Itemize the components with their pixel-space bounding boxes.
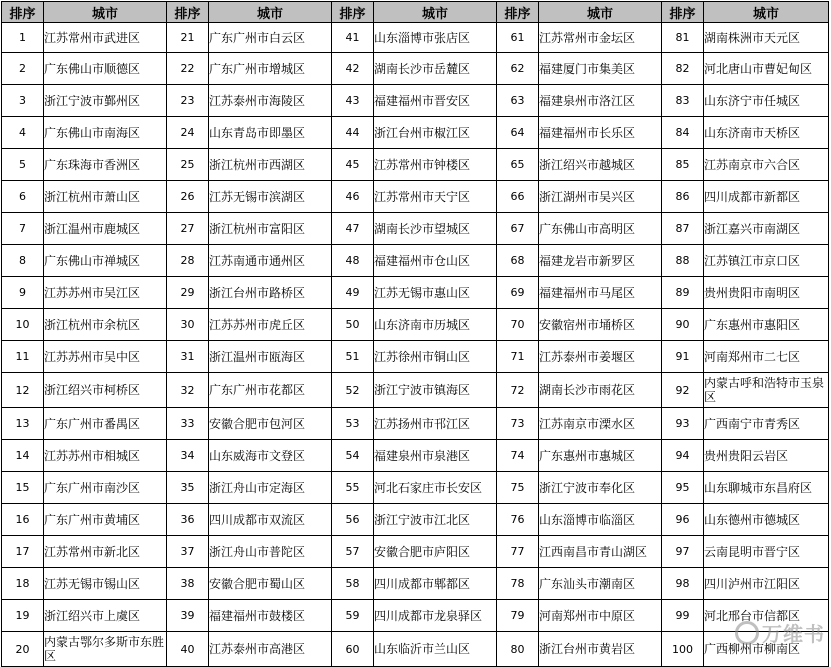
city-cell: 湖南长沙市岳麓区	[374, 53, 497, 85]
city-cell: 四川成都市双流区	[209, 504, 332, 536]
rank-cell: 20	[2, 632, 44, 667]
rank-cell: 73	[497, 408, 539, 440]
city-cell: 浙江台州市黄岩区	[539, 632, 662, 667]
city-cell: 广东广州市南沙区	[44, 472, 167, 504]
rank-cell: 74	[497, 440, 539, 472]
city-cell: 浙江宁波市镇海区	[374, 373, 497, 408]
city-cell: 广东广州市黄埔区	[44, 504, 167, 536]
rank-cell: 37	[167, 536, 209, 568]
rank-cell: 31	[167, 341, 209, 373]
rank-cell: 65	[497, 149, 539, 181]
table-row	[2, 309, 829, 341]
rank-cell: 67	[497, 213, 539, 245]
city-cell: 广西柳州市柳南区	[704, 632, 829, 667]
rank-cell: 88	[662, 245, 704, 277]
rank-cell: 60	[332, 632, 374, 667]
city-cell: 江苏南通市通州区	[209, 245, 332, 277]
rank-cell: 76	[497, 504, 539, 536]
table-row	[2, 568, 829, 600]
rank-cell: 82	[662, 53, 704, 85]
watermark	[735, 618, 825, 647]
city-cell: 山东德州市德城区	[704, 504, 829, 536]
rank-cell: 45	[332, 149, 374, 181]
rank-cell: 10	[2, 309, 44, 341]
city-cell: 四川成都市郫都区	[374, 568, 497, 600]
rank-cell: 98	[662, 568, 704, 600]
city-cell: 四川泸州市江阳区	[704, 568, 829, 600]
rank-cell: 50	[332, 309, 374, 341]
city-cell: 江苏泰州市高港区	[209, 632, 332, 667]
city-cell: 江苏泰州市海陵区	[209, 85, 332, 117]
rank-cell: 44	[332, 117, 374, 149]
rank-cell: 47	[332, 213, 374, 245]
table-row	[2, 341, 829, 373]
table-row	[2, 408, 829, 440]
rank-cell: 3	[2, 85, 44, 117]
city-cell: 浙江绍兴市柯桥区	[44, 373, 167, 408]
table-row	[2, 373, 829, 408]
rank-cell: 38	[167, 568, 209, 600]
city-header: 城市	[44, 2, 167, 23]
city-cell: 四川成都市新都区	[704, 181, 829, 213]
rank-cell: 46	[332, 181, 374, 213]
rank-cell: 55	[332, 472, 374, 504]
table-row	[2, 536, 829, 568]
city-cell: 浙江舟山市定海区	[209, 472, 332, 504]
rank-cell: 22	[167, 53, 209, 85]
city-cell: 贵州贵阳云岩区	[704, 440, 829, 472]
rank-cell: 59	[332, 600, 374, 632]
rank-cell: 91	[662, 341, 704, 373]
rank-cell: 4	[2, 117, 44, 149]
city-cell: 河北唐山市曹妃甸区	[704, 53, 829, 85]
table-row	[2, 472, 829, 504]
rank-cell: 96	[662, 504, 704, 536]
rank-cell: 36	[167, 504, 209, 536]
rank-cell: 40	[167, 632, 209, 667]
rank-cell: 15	[2, 472, 44, 504]
rank-cell: 56	[332, 504, 374, 536]
rank-cell: 52	[332, 373, 374, 408]
city-cell: 江苏扬州市邗江区	[374, 408, 497, 440]
city-cell: 江苏苏州市虎丘区	[209, 309, 332, 341]
city-cell: 山东济南市历城区	[374, 309, 497, 341]
city-header: 城市	[539, 2, 662, 23]
table-row	[2, 440, 829, 472]
rank-cell: 62	[497, 53, 539, 85]
rank-cell: 32	[167, 373, 209, 408]
rank-cell: 80	[497, 632, 539, 667]
watermark-logo-icon	[735, 621, 759, 645]
rank-cell: 78	[497, 568, 539, 600]
rank-header: 排序	[332, 2, 374, 23]
city-cell: 浙江舟山市普陀区	[209, 536, 332, 568]
rank-cell: 68	[497, 245, 539, 277]
city-cell: 内蒙古呼和浩特市玉泉区	[704, 373, 829, 408]
city-cell: 江苏南京市六合区	[704, 149, 829, 181]
city-cell: 福建泉州市洛江区	[539, 85, 662, 117]
header-row	[2, 2, 829, 23]
city-cell: 浙江宁波市鄞州区	[44, 85, 167, 117]
city-cell: 福建福州市鼓楼区	[209, 600, 332, 632]
city-cell: 福建福州市马尾区	[539, 277, 662, 309]
city-cell: 湖南长沙市望城区	[374, 213, 497, 245]
rank-cell: 100	[662, 632, 704, 667]
city-cell: 广东惠州市惠阳区	[704, 309, 829, 341]
city-cell: 山东济南市天桥区	[704, 117, 829, 149]
city-cell: 浙江宁波市奉化区	[539, 472, 662, 504]
city-cell: 浙江湖州市吴兴区	[539, 181, 662, 213]
rank-cell: 1	[2, 23, 44, 53]
rank-cell: 7	[2, 213, 44, 245]
city-cell: 安徽合肥市包河区	[209, 408, 332, 440]
rank-cell: 2	[2, 53, 44, 85]
city-cell: 河北石家庄市长安区	[374, 472, 497, 504]
table-row	[2, 600, 829, 632]
rank-header: 排序	[167, 2, 209, 23]
city-cell: 浙江宁波市江北区	[374, 504, 497, 536]
rank-cell: 64	[497, 117, 539, 149]
rank-cell: 69	[497, 277, 539, 309]
rank-cell: 33	[167, 408, 209, 440]
rank-cell: 57	[332, 536, 374, 568]
rank-cell: 95	[662, 472, 704, 504]
rank-cell: 85	[662, 149, 704, 181]
city-cell: 内蒙古鄂尔多斯市东胜区	[44, 632, 167, 667]
rank-cell: 14	[2, 440, 44, 472]
city-cell: 广东广州市花都区	[209, 373, 332, 408]
rank-cell: 39	[167, 600, 209, 632]
rank-cell: 9	[2, 277, 44, 309]
city-cell: 浙江杭州市萧山区	[44, 181, 167, 213]
rank-cell: 90	[662, 309, 704, 341]
city-cell: 福建福州市长乐区	[539, 117, 662, 149]
city-cell: 浙江台州市椒江区	[374, 117, 497, 149]
rank-cell: 26	[167, 181, 209, 213]
city-cell: 广东广州市增城区	[209, 53, 332, 85]
table-row	[2, 213, 829, 245]
city-cell: 河南郑州市二七区	[704, 341, 829, 373]
table-row	[2, 23, 829, 53]
city-cell: 安徽宿州市埇桥区	[539, 309, 662, 341]
city-header: 城市	[209, 2, 332, 23]
rank-cell: 84	[662, 117, 704, 149]
rank-cell: 66	[497, 181, 539, 213]
rank-cell: 53	[332, 408, 374, 440]
rank-cell: 79	[497, 600, 539, 632]
rank-cell: 8	[2, 245, 44, 277]
city-cell: 安徽合肥市蜀山区	[209, 568, 332, 600]
rank-cell: 17	[2, 536, 44, 568]
table-row	[2, 149, 829, 181]
city-cell: 江苏苏州市吴江区	[44, 277, 167, 309]
city-cell: 福建福州市仓山区	[374, 245, 497, 277]
city-cell: 江苏南京市溧水区	[539, 408, 662, 440]
city-cell: 江苏无锡市惠山区	[374, 277, 497, 309]
rank-cell: 92	[662, 373, 704, 408]
rank-header: 排序	[2, 2, 44, 23]
city-cell: 山东青岛市即墨区	[209, 117, 332, 149]
table-row	[2, 85, 829, 117]
rank-cell: 28	[167, 245, 209, 277]
city-header: 城市	[704, 2, 829, 23]
rank-cell: 99	[662, 600, 704, 632]
rank-cell: 58	[332, 568, 374, 600]
city-header: 城市	[374, 2, 497, 23]
rank-cell: 12	[2, 373, 44, 408]
rank-cell: 94	[662, 440, 704, 472]
rank-cell: 93	[662, 408, 704, 440]
city-cell: 江苏常州市武进区	[44, 23, 167, 53]
rank-cell: 63	[497, 85, 539, 117]
table-body	[2, 23, 829, 667]
city-cell: 广东佛山市禅城区	[44, 245, 167, 277]
watermark-text: 万维书	[762, 622, 825, 646]
rank-cell: 75	[497, 472, 539, 504]
rank-cell: 18	[2, 568, 44, 600]
city-cell: 浙江杭州市西湖区	[209, 149, 332, 181]
rank-cell: 86	[662, 181, 704, 213]
city-cell: 广西南宁市青秀区	[704, 408, 829, 440]
city-cell: 广东佛山市高明区	[539, 213, 662, 245]
city-cell: 浙江台州市路桥区	[209, 277, 332, 309]
rank-cell: 97	[662, 536, 704, 568]
city-cell: 云南昆明市晋宁区	[704, 536, 829, 568]
rank-cell: 34	[167, 440, 209, 472]
rank-cell: 30	[167, 309, 209, 341]
city-cell: 山东淄博市临淄区	[539, 504, 662, 536]
city-cell: 安徽合肥市庐阳区	[374, 536, 497, 568]
city-cell: 山东威海市文登区	[209, 440, 332, 472]
rank-cell: 70	[497, 309, 539, 341]
city-cell: 四川成都市龙泉驿区	[374, 600, 497, 632]
city-cell: 江苏苏州市相城区	[44, 440, 167, 472]
city-cell: 江苏苏州市吴中区	[44, 341, 167, 373]
city-cell: 山东临沂市兰山区	[374, 632, 497, 667]
table-row	[2, 245, 829, 277]
city-cell: 福建厦门市集美区	[539, 53, 662, 85]
table-row	[2, 53, 829, 85]
city-cell: 江苏常州市新北区	[44, 536, 167, 568]
rank-cell: 89	[662, 277, 704, 309]
rank-cell: 54	[332, 440, 374, 472]
city-cell: 贵州贵阳市南明区	[704, 277, 829, 309]
city-cell: 浙江绍兴市越城区	[539, 149, 662, 181]
rank-cell: 61	[497, 23, 539, 53]
rank-cell: 5	[2, 149, 44, 181]
rank-cell: 72	[497, 373, 539, 408]
rank-cell: 25	[167, 149, 209, 181]
city-cell: 广东汕头市潮南区	[539, 568, 662, 600]
city-cell: 广东珠海市香洲区	[44, 149, 167, 181]
city-cell: 浙江绍兴市上虞区	[44, 600, 167, 632]
rank-cell: 43	[332, 85, 374, 117]
rank-cell: 41	[332, 23, 374, 53]
rank-cell: 48	[332, 245, 374, 277]
rank-cell: 11	[2, 341, 44, 373]
city-cell: 广东佛山市顺德区	[44, 53, 167, 85]
rank-cell: 16	[2, 504, 44, 536]
city-cell: 山东聊城市东昌府区	[704, 472, 829, 504]
city-cell: 山东济宁市任城区	[704, 85, 829, 117]
city-cell: 湖南株洲市天元区	[704, 23, 829, 53]
rank-cell: 29	[167, 277, 209, 309]
rank-cell: 77	[497, 536, 539, 568]
rank-cell: 27	[167, 213, 209, 245]
rank-cell: 83	[662, 85, 704, 117]
city-cell: 江苏无锡市锡山区	[44, 568, 167, 600]
city-cell: 湖南长沙市雨花区	[539, 373, 662, 408]
rank-cell: 24	[167, 117, 209, 149]
city-cell: 河北邢台市信都区	[704, 600, 829, 632]
city-cell: 江苏常州市天宁区	[374, 181, 497, 213]
ranking-table	[1, 1, 829, 667]
city-cell: 福建泉州市泉港区	[374, 440, 497, 472]
rank-cell: 42	[332, 53, 374, 85]
city-cell: 广东佛山市南海区	[44, 117, 167, 149]
rank-cell: 6	[2, 181, 44, 213]
city-cell: 广东广州市白云区	[209, 23, 332, 53]
rank-cell: 21	[167, 23, 209, 53]
city-cell: 江苏无锡市滨湖区	[209, 181, 332, 213]
rank-cell: 81	[662, 23, 704, 53]
city-cell: 福建福州市晋安区	[374, 85, 497, 117]
rank-cell: 35	[167, 472, 209, 504]
rank-cell: 13	[2, 408, 44, 440]
city-cell: 河南郑州市中原区	[539, 600, 662, 632]
table-row	[2, 632, 829, 667]
city-cell: 广东惠州市惠城区	[539, 440, 662, 472]
rank-cell: 87	[662, 213, 704, 245]
city-cell: 广东广州市番禺区	[44, 408, 167, 440]
rank-cell: 23	[167, 85, 209, 117]
table-row	[2, 181, 829, 213]
city-cell: 江苏泰州市姜堰区	[539, 341, 662, 373]
city-cell: 浙江温州市鹿城区	[44, 213, 167, 245]
rank-header: 排序	[497, 2, 539, 23]
city-cell: 江苏镇江市京口区	[704, 245, 829, 277]
rank-cell: 51	[332, 341, 374, 373]
city-cell: 浙江温州市瓯海区	[209, 341, 332, 373]
rank-cell: 49	[332, 277, 374, 309]
city-cell: 江苏常州市钟楼区	[374, 149, 497, 181]
city-cell: 浙江杭州市余杭区	[44, 309, 167, 341]
city-cell: 福建龙岩市新罗区	[539, 245, 662, 277]
city-cell: 江西南昌市青山湖区	[539, 536, 662, 568]
city-cell: 山东淄博市张店区	[374, 23, 497, 53]
city-cell: 浙江杭州市富阳区	[209, 213, 332, 245]
rank-header: 排序	[662, 2, 704, 23]
city-cell: 江苏徐州市铜山区	[374, 341, 497, 373]
table-row	[2, 117, 829, 149]
city-cell: 江苏常州市金坛区	[539, 23, 662, 53]
rank-cell: 71	[497, 341, 539, 373]
table-row	[2, 277, 829, 309]
table-row	[2, 504, 829, 536]
rank-cell: 19	[2, 600, 44, 632]
city-cell: 浙江嘉兴市南湖区	[704, 213, 829, 245]
